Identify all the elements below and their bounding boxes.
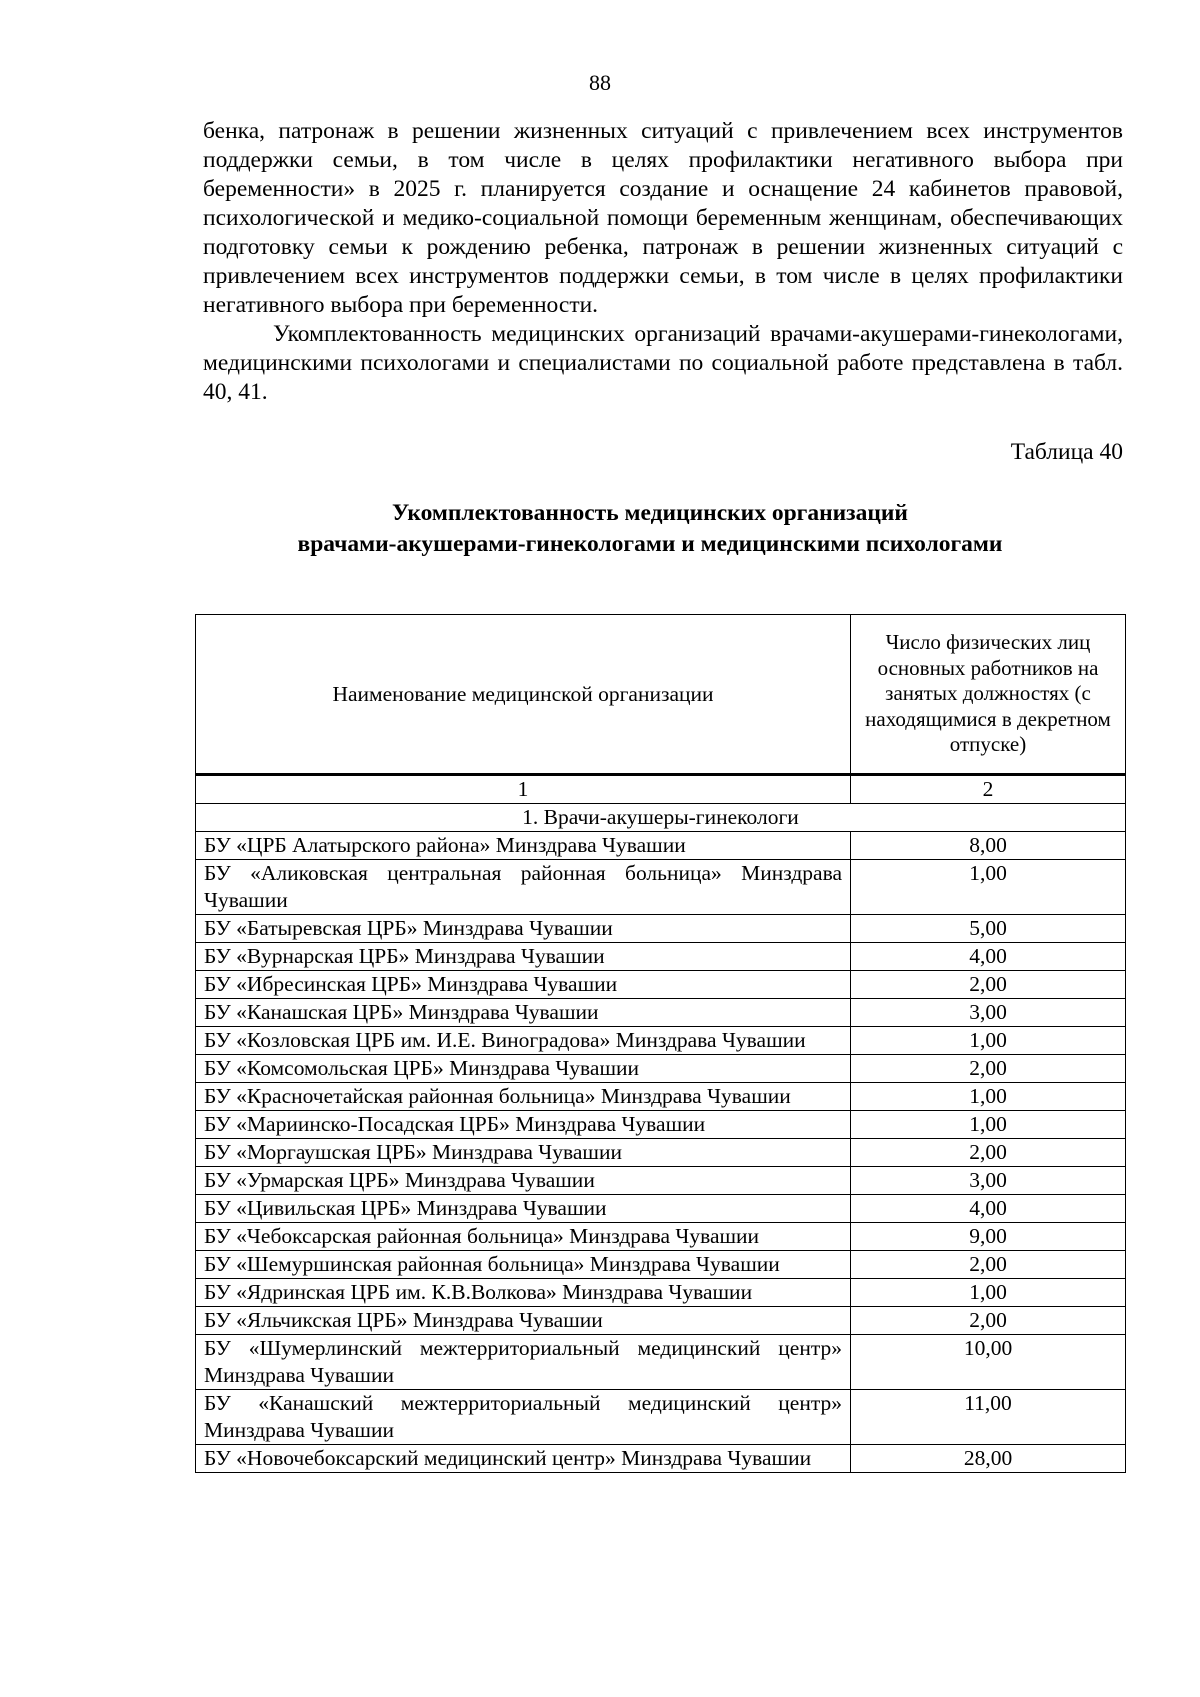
table-row <box>196 1335 1126 1390</box>
staff-count: 10,00 <box>851 1335 1126 1390</box>
table-row <box>196 943 1126 971</box>
table-header-row <box>196 615 1126 775</box>
staff-count: 8,00 <box>851 832 1126 860</box>
organization-name: БУ «Козловская ЦРБ им. И.Е. Виноградова» Минздрава Чувашии <box>196 1027 851 1055</box>
table-row <box>196 971 1126 999</box>
staff-count: 4,00 <box>851 943 1126 971</box>
table-title <box>150 498 1150 560</box>
staff-count: 4,00 <box>851 1195 1126 1223</box>
column-number-row <box>196 775 1126 804</box>
organization-name: БУ «Вурнарская ЦРБ» Минздрава Чувашии <box>196 943 851 971</box>
column-header-organization: Наименование медицинской организации <box>196 615 851 775</box>
table-row <box>196 832 1126 860</box>
table-row <box>196 1111 1126 1139</box>
staff-count: 2,00 <box>851 1307 1126 1335</box>
staff-count: 1,00 <box>851 1279 1126 1307</box>
organization-name: БУ «Моргаушская ЦРБ» Минздрава Чувашии <box>196 1139 851 1167</box>
table-row <box>196 1139 1126 1167</box>
paragraph: бенка, патронаж в решении жизненных ситуаций с привлечением всех инструментов поддержки семьи, в том числе в целях профилактики негативного выбора при беременности» в 2025 г. планируется создание и оснащение 24 кабинетов правовой, психологической и медико-социальной помощи беременным женщинам, обеспечивающих подготовку семьи к рождению ребенка, патронаж в решении жизненных ситуаций с привлечением всех инструментов поддержки семьи, в том числе в целях профилактики негативного выбора при беременности. <box>203 118 1123 318</box>
organization-name: БУ «Батыревская ЦРБ» Минздрава Чувашии <box>196 915 851 943</box>
organization-name: БУ «Комсомольская ЦРБ» Минздрава Чувашии <box>196 1055 851 1083</box>
organization-name: БУ «Яльчикская ЦРБ» Минздрава Чувашии <box>196 1307 851 1335</box>
staff-count: 1,00 <box>851 860 1126 915</box>
staff-count: 1,00 <box>851 1027 1126 1055</box>
organization-name: БУ «Новочебоксарский медицинский центр» Минздрава Чувашии <box>196 1445 851 1473</box>
organization-name: БУ «Чебоксарская районная больница» Минздрава Чувашии <box>196 1223 851 1251</box>
organization-name: БУ «Цивильская ЦРБ» Минздрава Чувашии <box>196 1195 851 1223</box>
paragraph: Укомплектованность медицинских организаций врачами-акушерами-гинекологами, медицинскими психологами и специалистами по социальной работе представлена в табл. 40, 41. <box>203 321 1123 405</box>
table-row <box>196 1027 1126 1055</box>
staff-count: 9,00 <box>851 1223 1126 1251</box>
column-number: 2 <box>851 775 1126 804</box>
table-row <box>196 1279 1126 1307</box>
staff-count: 2,00 <box>851 1251 1126 1279</box>
staff-count: 3,00 <box>851 999 1126 1027</box>
staff-count: 11,00 <box>851 1390 1126 1445</box>
table-row <box>196 1195 1126 1223</box>
organization-name: БУ «ЦРБ Алатырского района» Минздрава Чувашии <box>196 832 851 860</box>
staff-count: 2,00 <box>851 971 1126 999</box>
organization-name: БУ «Канашская ЦРБ» Минздрава Чувашии <box>196 999 851 1027</box>
staff-count: 2,00 <box>851 1139 1126 1167</box>
organization-name: БУ «Ибресинская ЦРБ» Минздрава Чувашии <box>196 971 851 999</box>
staff-count: 2,00 <box>851 1055 1126 1083</box>
table-row <box>196 1083 1126 1111</box>
table-row <box>196 1445 1126 1473</box>
staff-count: 28,00 <box>851 1445 1126 1473</box>
section-row <box>196 804 1126 832</box>
table-row <box>196 1223 1126 1251</box>
staff-count: 3,00 <box>851 1167 1126 1195</box>
table-title-line: врачами-акушерами-гинекологами и медицинскими психологами <box>297 531 1003 557</box>
organization-name: БУ «Шемуршинская районная больница» Минздрава Чувашии <box>196 1251 851 1279</box>
organization-name: БУ «Мариинско-Посадская ЦРБ» Минздрава Чувашии <box>196 1111 851 1139</box>
staff-count: 5,00 <box>851 915 1126 943</box>
staff-count: 1,00 <box>851 1111 1126 1139</box>
organization-name: БУ «Канашский межтерриториальный медицинский центр» Минздрава Чувашии <box>196 1390 851 1445</box>
section-title: 1. Врачи-акушеры-гинекологи <box>196 804 1126 832</box>
table-row <box>196 999 1126 1027</box>
staffing-table <box>195 614 1126 1473</box>
table-row <box>196 1251 1126 1279</box>
column-header-count: Число физических лиц основных работников на занятых должностях (с находящимися в декретном отпуске) <box>851 615 1126 775</box>
table-title-line: Укомплектованность медицинских организаций <box>392 500 908 526</box>
table-row <box>196 1055 1126 1083</box>
body-text <box>203 117 1123 407</box>
table-row <box>196 915 1126 943</box>
table-row <box>196 1167 1126 1195</box>
table-row <box>196 1390 1126 1445</box>
table-caption: Таблица 40 <box>1010 439 1123 465</box>
organization-name: БУ «Аликовская центральная районная больница» Минздрава Чувашии <box>196 860 851 915</box>
organization-name: БУ «Урмарская ЦРБ» Минздрава Чувашии <box>196 1167 851 1195</box>
page-number: 88 <box>589 70 611 95</box>
staff-count: 1,00 <box>851 1083 1126 1111</box>
organization-name: БУ «Красночетайская районная больница» Минздрава Чувашии <box>196 1083 851 1111</box>
table-row <box>196 1307 1126 1335</box>
column-number: 1 <box>196 775 851 804</box>
organization-name: БУ «Ядринская ЦРБ им. К.В.Волкова» Минздрава Чувашии <box>196 1279 851 1307</box>
organization-name: БУ «Шумерлинский межтерриториальный медицинский центр» Минздрава Чувашии <box>196 1335 851 1390</box>
table-row <box>196 860 1126 915</box>
